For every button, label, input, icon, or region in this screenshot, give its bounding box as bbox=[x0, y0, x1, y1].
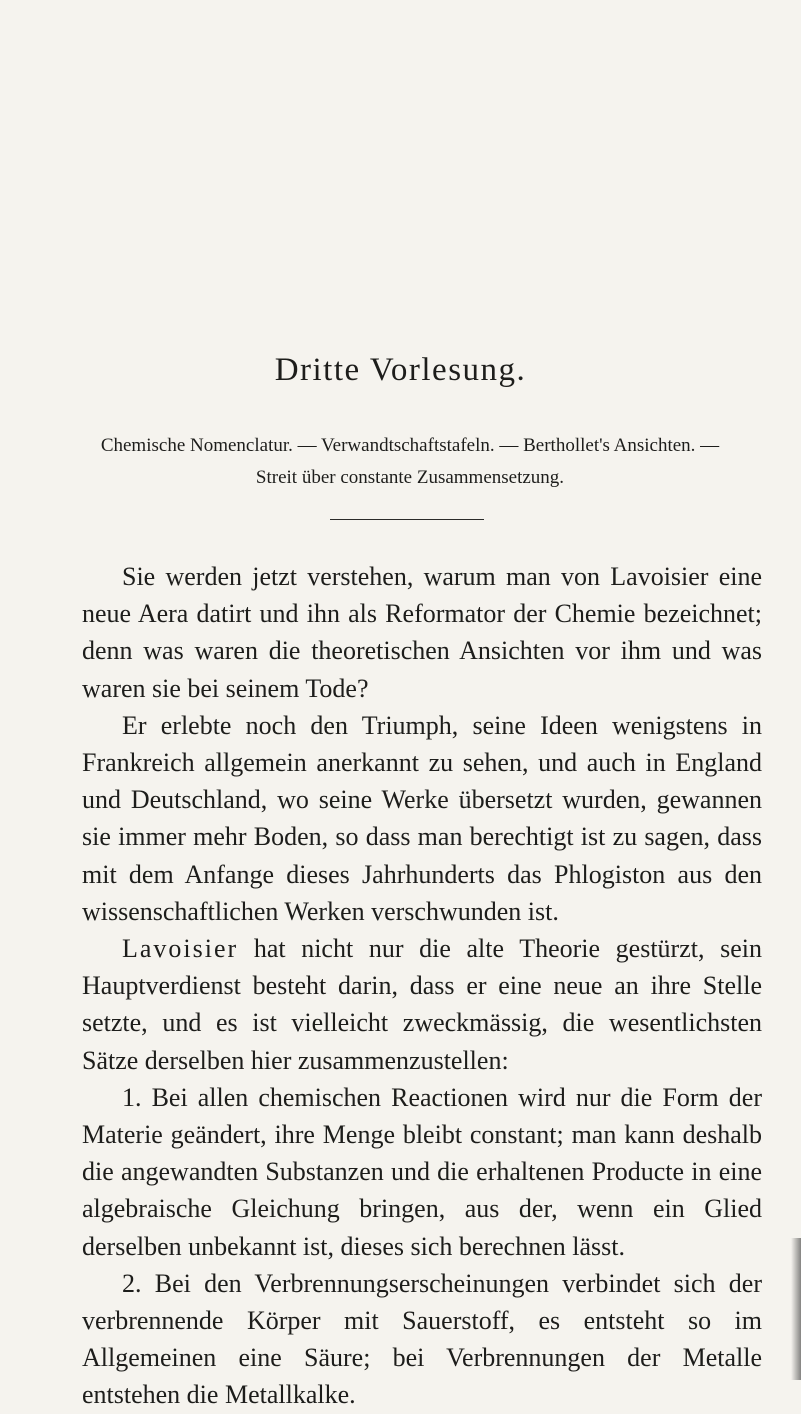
paragraph-4 bbox=[82, 1079, 762, 1265]
paragraph-1 bbox=[82, 558, 762, 707]
paragraph-2 bbox=[82, 707, 762, 930]
section-divider bbox=[330, 519, 484, 520]
chapter-summary-line-2: Streit über constante Zusammensetzung. bbox=[255, 467, 565, 488]
chapter-summary bbox=[30, 430, 790, 494]
paragraph-text: 1. Bei allen chemischen Reactionen wird nur die Form der Materie geändert, ihre Menge bleibt constant; man kann deshalb die angewandten Substanzen und die erhaltenen Producte in eine algebraische Gleichung bringen, aus der, wenn ein Glied derselben unbekannt ist, dieses sich berechnen lässt. bbox=[82, 1082, 762, 1261]
page-edge-shadow bbox=[791, 1238, 801, 1380]
body-text bbox=[82, 558, 762, 1414]
paragraph-text: hat nicht nur die alte Theorie gestürzt, sein Hauptverdienst besteht darin, dass er eine neue an ihre Stelle setzte, und es ist vielleicht zweckmässig, die wesentlichsten Sätze derselben hier zusammenzustellen: bbox=[82, 934, 762, 1075]
paragraph-text: Er erlebte noch den Triumph, seine Ideen wenigstens in Frankreich allgemein anerkannt zu sehen, und auch in England und Deutschland, wo seine Werke übersetzt wurden, gewannen sie immer mehr Boden, so dass man berechtigt ist zu sagen, dass mit dem Anfange dieses Jahrhunderts das Phlogiston aus den wissenschaftlichen Werken verschwunden ist. bbox=[82, 710, 762, 926]
chapter-summary-line-1: Chemische Nomenclatur. — Verwandtschaftstafeln. — Berthollet's Ansichten. — bbox=[100, 435, 720, 456]
paragraph-5 bbox=[82, 1265, 762, 1414]
paragraph-3 bbox=[82, 930, 762, 1079]
paragraph-text: 2. Bei den Verbrennungserscheinungen verbindet sich der verbrennende Körper mit Sauerstoff, es entsteht so im Allgemeinen eine Säure; bei Verbrennungen der Metalle entstehen die Metallkalke. bbox=[82, 1268, 762, 1410]
chapter-title: Dritte Vorlesung. bbox=[274, 352, 527, 388]
paragraph-text: Sie werden jetzt verstehen, warum man von Lavoisier eine neue Aera datirt und ihn als Reformator der Chemie bezeichnet; denn was waren die theoretischen Ansichten vor ihm und was waren sie bei seinem Tode? bbox=[82, 562, 762, 703]
spaced-name: Lavoisier bbox=[122, 934, 239, 964]
